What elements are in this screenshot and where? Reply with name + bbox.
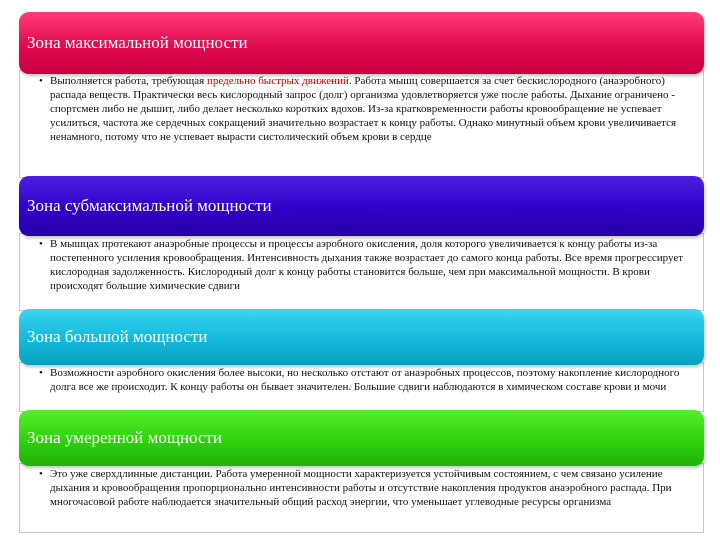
zone-submax-header — [19, 176, 704, 236]
zone-submax-title: Зона субмаксимальной мощности — [27, 196, 272, 215]
zone-moderate-header — [19, 410, 704, 466]
zone-max-text-after: . Работа мышц совершается за счет бескислородного (анаэробного) распада веществ. Практически весь кислородный запрос (долг) организма удовлетворяется уже после работы. Дыхание ограничено - спортсмен либо не дышит, либо делает несколько коротких вдохов. Из-за кратковременности работы кровообращение не успевает усилиться, частота же сердечных сокращений значительно возрастает к концу работы. Однако минутный объем крови увеличивается ненамного, потому что не успевает вырасти систолический объем крови в сердце — [50, 75, 677, 143]
zone-moderate-text — [34, 467, 695, 509]
zone-submax-text — [34, 237, 695, 293]
zone-large-header — [19, 309, 704, 365]
bullet-icon: • — [39, 75, 43, 87]
zone-max-highlight: предельно быстрых движений — [206, 75, 349, 87]
bullet-icon: • — [39, 468, 43, 480]
zone-max-header — [19, 12, 704, 74]
zone-submax-text-content: В мышцах протекают анаэробные процессы и процессы аэробного окисления, доля которого увеличивается к концу работы из-за постепенного усиления кровообращения. Интенсивность дыхания также возрастает до самого конца работы. Все время прогрессирует кислородная задолженность. Кислородный долг к концу работы становится больше, чем при максимальной мощности. В крови происходят большие химические сдвиги — [50, 238, 684, 292]
zone-moderate-title: Зона умеренной мощности — [27, 428, 223, 447]
zone-moderate-body — [19, 463, 704, 533]
zone-submax-body — [19, 233, 704, 311]
zone-max-title: Зона максимальной мощности — [27, 33, 248, 52]
zone-large-body — [19, 362, 704, 412]
zone-large-text — [34, 366, 695, 394]
zone-max-text — [34, 74, 695, 144]
zone-large-title: Зона большой мощности — [27, 327, 208, 346]
zone-large-text-content: Возможности аэробного окисления более высоки, но несколько отстают от анаэробных процессов, поэтому накопление кислородного долга все же происходит. К концу работы он бывает значителен. Большие сдвиги наблюдаются в химическом составе крови и мочи — [50, 367, 680, 393]
zone-moderate-text-content: Это уже сверхдлинные дистанции. Работа умеренной мощности характеризуется устойчивым состоянием, с чем связано усиление дыхания и кровообращения пропорционально интенсивности работы и отсутствие накопления продуктов анаэробного распада. При многочасовой работе наблюдается значительный общий расход энергии, что уменьшает углеводные ресурсы организма — [50, 468, 672, 508]
zone-max-body — [19, 70, 704, 178]
bullet-icon: • — [39, 367, 43, 379]
bullet-icon: • — [39, 238, 43, 250]
zone-max-text-before: Выполняется работа, требующая — [50, 75, 207, 87]
